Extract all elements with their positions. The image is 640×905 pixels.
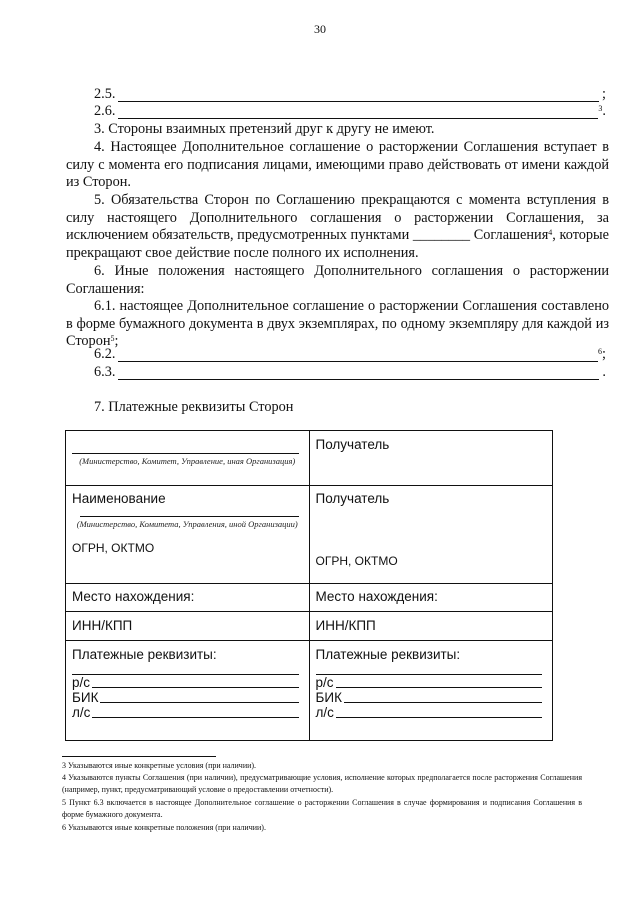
footnote-ref-6: 6: [598, 347, 603, 356]
left-inn-label: ИНН/КПП: [72, 618, 133, 633]
table-row: [66, 641, 553, 741]
name-blank-line: [80, 506, 299, 517]
right-bik-row: [316, 690, 543, 705]
left-ls-blank: [92, 705, 298, 718]
ministry-blank-line: [72, 431, 299, 454]
item-6-2-blank: [118, 349, 598, 362]
paragraph-5-agreement: Соглашения: [473, 227, 549, 243]
footnote-6: 6 Указываются иные конкретные положения (при наличии).: [62, 823, 266, 832]
footnote-5: 5 Пункт 6.3 включается в настоящее Дополнительное соглашение о расторжении Соглашения в случае формирования и подписания Соглашения в форме бумажного документа.: [62, 798, 582, 819]
left-rs-row: [72, 675, 299, 690]
table-row: [66, 431, 553, 486]
left-rs-label: р/с: [72, 675, 91, 690]
footnote-ref-4: 4: [548, 228, 553, 237]
left-bik-label: БИК: [72, 690, 99, 705]
item-2-6-number: 2.6.: [94, 103, 116, 119]
item-6-3-end: .: [602, 364, 606, 380]
left-ls-row: [72, 705, 299, 720]
paragraph-5-text: 5. Обязательства Сторон по Соглашению прекращаются с момента вступления в силу настоящего Дополнительного соглашения о расторжении Соглашения, за исключением обязательств, предусмотренных пунктами: [66, 192, 609, 243]
footnote-separator: [62, 756, 216, 757]
left-location-cell: [66, 584, 310, 612]
item-6-3-number: 6.3.: [94, 364, 116, 380]
paragraph-6-1-text: 6.1. настоящее Дополнительное соглашение о расторжении Соглашения составлено в форме бумажного документа в двух экземплярах, по одному экземпляру для каждой из Сторон: [66, 298, 609, 349]
left-location-label: Место нахождения:: [72, 589, 195, 604]
left-payment-cell: [66, 641, 310, 741]
right-recipient-cell-2: [309, 486, 553, 584]
footnote-ref-3: 3: [598, 104, 603, 113]
left-bik-blank: [100, 690, 298, 703]
table-row: [66, 486, 553, 584]
left-payment-label: Платежные реквизиты:: [72, 647, 217, 662]
ministry-hint: (Министерство, Комитет, Управление, иная Организация): [79, 456, 296, 466]
name-label: Наименование: [72, 491, 166, 506]
right-ls-blank: [336, 705, 542, 718]
left-ls-label: л/с: [72, 705, 91, 720]
right-rs-row: [316, 675, 543, 690]
right-recipient-cell-1: [309, 431, 553, 486]
right-inn-cell: [309, 612, 553, 641]
item-2-6-end: .: [602, 103, 606, 119]
item-6-2-end: ;: [602, 346, 606, 362]
page-number: 30: [314, 22, 326, 36]
left-ministry-cell: [66, 431, 310, 486]
paragraph-6: 6. Иные положения настоящего Дополнительного соглашения о расторжении Соглашения:: [66, 263, 609, 297]
item-2-5-number: 2.5.: [94, 86, 116, 102]
paragraph-4: 4. Настоящее Дополнительное соглашение о расторжении Соглашения вступает в силу с момента его подписания лицами, имеющими право действовать от имени каждой из Сторон.: [66, 139, 609, 190]
section-7-title: 7. Платежные реквизиты Сторон: [94, 399, 294, 415]
item-2-5-end: ;: [602, 86, 606, 102]
item-2-6-blank: [118, 106, 598, 119]
payment-details-table: [65, 430, 553, 741]
item-2-5-blank: [118, 89, 599, 102]
item-6-3: [94, 364, 606, 382]
table-row: [66, 584, 553, 612]
paragraph-5-end: , которые прекращают свое действие после полного их исполнения.: [66, 227, 609, 261]
footnote-4: 4 Указываются пункты Соглашения (при наличии), предусматривающие условия, исполнение которых предполагается после расторжения Соглашения (например, пункт, предусматривающий условие о предоставлении отчетности).: [62, 773, 582, 794]
right-location-label: Место нахождения:: [315, 589, 438, 604]
ministry-hint-2: (Министерство, Комитета, Управления, иной Организации): [76, 519, 298, 529]
right-payment-blank: [316, 662, 543, 675]
left-bik-row: [72, 690, 299, 705]
left-ogrn-label: ОГРН, ОКТМО: [72, 541, 155, 555]
right-ls-row: [316, 705, 543, 720]
item-2-5: [94, 86, 606, 104]
item-2-6: [94, 103, 606, 121]
item-6-2-number: 6.2.: [94, 346, 116, 362]
paragraph-5: [66, 192, 609, 262]
right-rs-blank: [336, 675, 542, 688]
right-ogrn-label: ОГРН, ОКТМО: [315, 554, 398, 568]
right-payment-cell: [309, 641, 553, 741]
right-ls-label: л/с: [315, 705, 334, 720]
footnote-3: 3 Указываются иные конкретные условия (при наличии).: [62, 761, 257, 770]
left-payment-blank: [72, 662, 299, 675]
left-name-cell: [66, 486, 310, 584]
right-bik-blank: [344, 690, 542, 703]
paragraph-6-1: [66, 298, 609, 351]
right-payment-label: Платежные реквизиты:: [315, 647, 461, 662]
paragraph-3: 3. Стороны взаимных претензий друг к другу не имеют.: [94, 121, 435, 137]
recipient-label-2: Получатель: [315, 491, 390, 506]
right-bik-label: БИК: [315, 690, 342, 705]
recipient-label-1: Получатель: [315, 437, 390, 452]
left-rs-blank: [92, 675, 298, 688]
right-rs-label: р/с: [315, 675, 334, 690]
item-6-3-blank: [118, 367, 599, 380]
paragraph-6-1-end: ;: [114, 333, 119, 349]
left-inn-cell: [66, 612, 310, 641]
item-6-2: [94, 346, 606, 364]
footnote-ref-5: 5: [110, 334, 115, 343]
paragraph-5-blank: ________: [412, 227, 471, 243]
table-row: [66, 612, 553, 641]
right-location-cell: [309, 584, 553, 612]
right-inn-label: ИНН/КПП: [315, 618, 376, 633]
